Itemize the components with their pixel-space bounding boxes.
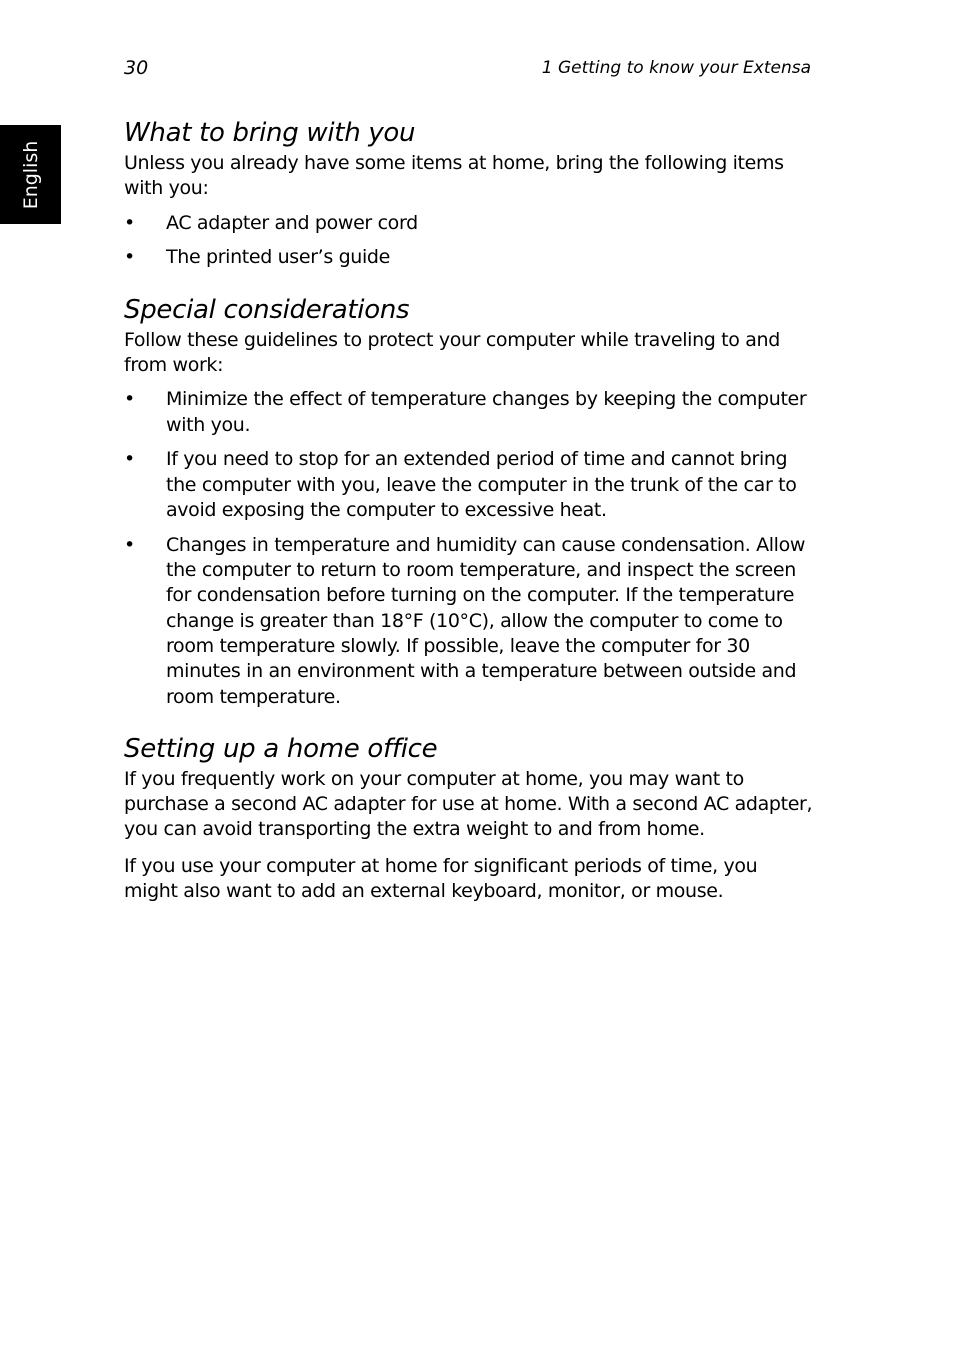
paragraph: Follow these guidelines to protect your computer while traveling to and from work:	[124, 328, 780, 376]
bullet-icon: •	[124, 388, 135, 411]
paragraph: Unless you already have some items at home, bring the following items with you:	[124, 152, 784, 200]
list-item-text: AC adapter and power cord	[166, 211, 418, 234]
list-item	[124, 387, 814, 438]
bullet-list	[124, 211, 814, 271]
list-item	[124, 211, 814, 236]
list-item	[124, 447, 814, 523]
language-tab-label: English	[19, 140, 42, 209]
list-item	[124, 533, 814, 710]
list-item	[124, 245, 814, 270]
list-item-text: Changes in temperature and humidity can cause condensation. Allow the computer to return to room temperature, and inspect the screen for condensation before turning on the computer. If the temperature change is greater than 18°F (10°C), allow the computer to come to room temperature slowly. If possible, leave the computer for 30 minutes in an environment with a temperature between outside and room temperature.	[166, 533, 806, 708]
bullet-list	[124, 387, 814, 710]
bullet-icon: •	[124, 211, 135, 234]
section-home-office	[124, 731, 814, 904]
page-content	[124, 115, 814, 904]
paragraph: If you frequently work on your computer at home, you may want to purchase a second AC adapter for use at home. With a second AC adapter, you can avoid transporting the extra weight to and from home.	[124, 767, 813, 841]
paragraph: If you use your computer at home for significant periods of time, you might also want to add an external keyboard, monitor, or mouse.	[124, 854, 758, 903]
list-item-text: The printed user’s guide	[166, 246, 390, 269]
section-special-considerations	[124, 292, 814, 710]
section-heading: Setting up a home office	[124, 733, 438, 764]
section-heading: Special considerations	[124, 294, 410, 325]
bullet-icon: •	[124, 533, 135, 556]
running-header: 1 Getting to know your Extensa	[541, 58, 811, 78]
language-tab	[0, 125, 61, 224]
section-heading: What to bring with you	[124, 118, 416, 148]
bullet-icon: •	[124, 246, 135, 269]
bullet-icon: •	[124, 448, 135, 471]
list-item-text: Minimize the effect of temperature changes by keeping the computer with you.	[166, 388, 807, 436]
page-number: 30	[124, 57, 149, 79]
list-item-text: If you need to stop for an extended period of time and cannot bring the computer with you, leave the computer in the trunk of the car to avoid exposing the computer to excessive heat.	[166, 448, 797, 521]
section-what-to-bring	[124, 115, 814, 271]
